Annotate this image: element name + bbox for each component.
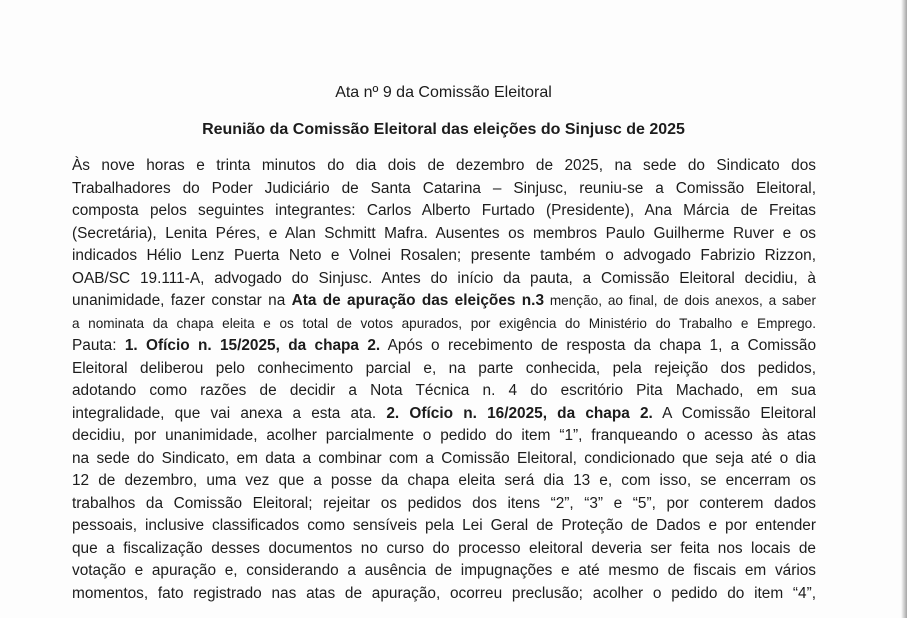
document-title: Ata nº 9 da Comissão Eleitoral — [335, 84, 552, 101]
body-text-segment: indicados Hélio Lenz Puerta Neto e Volnei Rosalen; presente também o advogado Fabrizio Rizzon, — [72, 247, 816, 264]
body-text-bold: 1. Ofício n. 15/2025, da chapa 2. — [124, 337, 381, 354]
body-text-segment: Trabalhadores do Poder Judiciário de Santa Catarina – Sinjusc, reuniu-se a Comissão Eleitoral, — [72, 179, 816, 197]
body-text-segment: OAB/SC 19.111-A, advogado do Sinjusc. Antes do início da pauta, a Comissão Eleitoral decidiu, à — [72, 269, 816, 287]
body-line — [72, 178, 816, 201]
document-subtitle: Reunião da Comissão Eleitoral das eleições do Sinjusc de 2025 — [202, 121, 685, 138]
body-line — [72, 335, 816, 358]
body-line — [72, 268, 816, 291]
body-text-segment: a nominata da chapa eleita e os total de votos apurados, por exigência do Ministério do Trabalho e Emprego. — [72, 315, 816, 331]
body-text-segment: pessoais, inclusive classificados como sensíveis pela Lei Geral de Proteção de Dados e por entender — [72, 517, 816, 534]
body-line — [72, 470, 816, 493]
body-line — [72, 200, 816, 223]
body-text-segment: na sede do Sindicato, em data a combinar com a Comissão Eleitoral, condicionado que seja até o dia — [72, 449, 816, 467]
page-edge-shadow — [901, 0, 907, 618]
body-text-segment: (Secretária), Lenita Péres, e Alan Schmitt Mafra. Ausentes os membros Paulo Guilherme Ruver e os — [72, 224, 816, 242]
body-line — [72, 380, 816, 403]
body-text-segment: que a fiscalização desses documentos no curso do processo eleitoral deveria ser feita nos locais de — [72, 539, 816, 557]
body-line — [72, 358, 816, 381]
body-text-segment: composta pelos seguintes integrantes: Carlos Alberto Furtado (Presidente), Ana Márcia de Freitas — [72, 202, 816, 219]
document-body — [72, 155, 816, 605]
body-text-segment: Às nove horas e trinta minutos do dia dois de dezembro de 2025, na sede do Sindicato dos — [72, 157, 816, 174]
body-text-segment: trabalhos da Comissão Eleitoral; rejeitar os pedidos dos itens “2”, “3” e “5”, por conterem dados — [72, 494, 816, 512]
body-line — [72, 403, 816, 426]
body-text-segment: integralidade, que vai anexa a esta ata. — [72, 404, 387, 422]
body-line — [72, 290, 816, 313]
body-text-bold: Ata de apuração das eleições n.3 — [291, 292, 545, 309]
body-text-segment: Pauta: — [72, 337, 125, 354]
body-text-segment: menção, ao final, de dois anexos, a saber — [544, 293, 816, 308]
body-text-segment: Eleitoral deliberou pelo conhecimento parcial e, na parte conhecida, pela rejeição dos pedidos, — [72, 359, 816, 377]
body-text-segment: votação e apuração e, considerando a ausência de impugnações e até mesmo de fiscais em vários — [72, 562, 816, 579]
body-line — [72, 245, 816, 268]
body-line — [72, 515, 816, 538]
body-line — [72, 313, 816, 336]
body-line — [72, 155, 816, 178]
body-line — [72, 560, 816, 583]
body-text-bold: 2. Ofício n. 16/2025, da chapa 2. — [386, 404, 653, 422]
body-line — [72, 493, 816, 516]
body-text-segment: Após o recebimento de resposta da chapa 1, a Comissão — [380, 337, 816, 354]
body-text-segment: unanimidade, fazer constar na — [72, 292, 292, 309]
body-line — [72, 425, 816, 448]
body-text-segment: A Comissão Eleitoral — [652, 404, 817, 422]
body-line — [72, 223, 816, 246]
body-text-segment: momentos, fato registrado nas atas de apuração, ocorreu preclusão; acolher o pedido do item “4”, — [72, 584, 816, 602]
body-line — [72, 448, 816, 471]
body-text-segment: adotando como razões de decidir a Nota Técnica n. 4 do escritório Pita Machado, em sua — [72, 382, 816, 399]
body-text-segment: decidiu, por unanimidade, acolher parcialmente o pedido do item “1”, franqueando o acesso às atas — [72, 427, 816, 444]
body-line — [72, 538, 816, 561]
body-line — [72, 583, 816, 606]
body-text-segment: 12 de dezembro, uma vez que a posse da chapa eleita será dia 13 e, com isso, se encerram os — [72, 472, 816, 489]
